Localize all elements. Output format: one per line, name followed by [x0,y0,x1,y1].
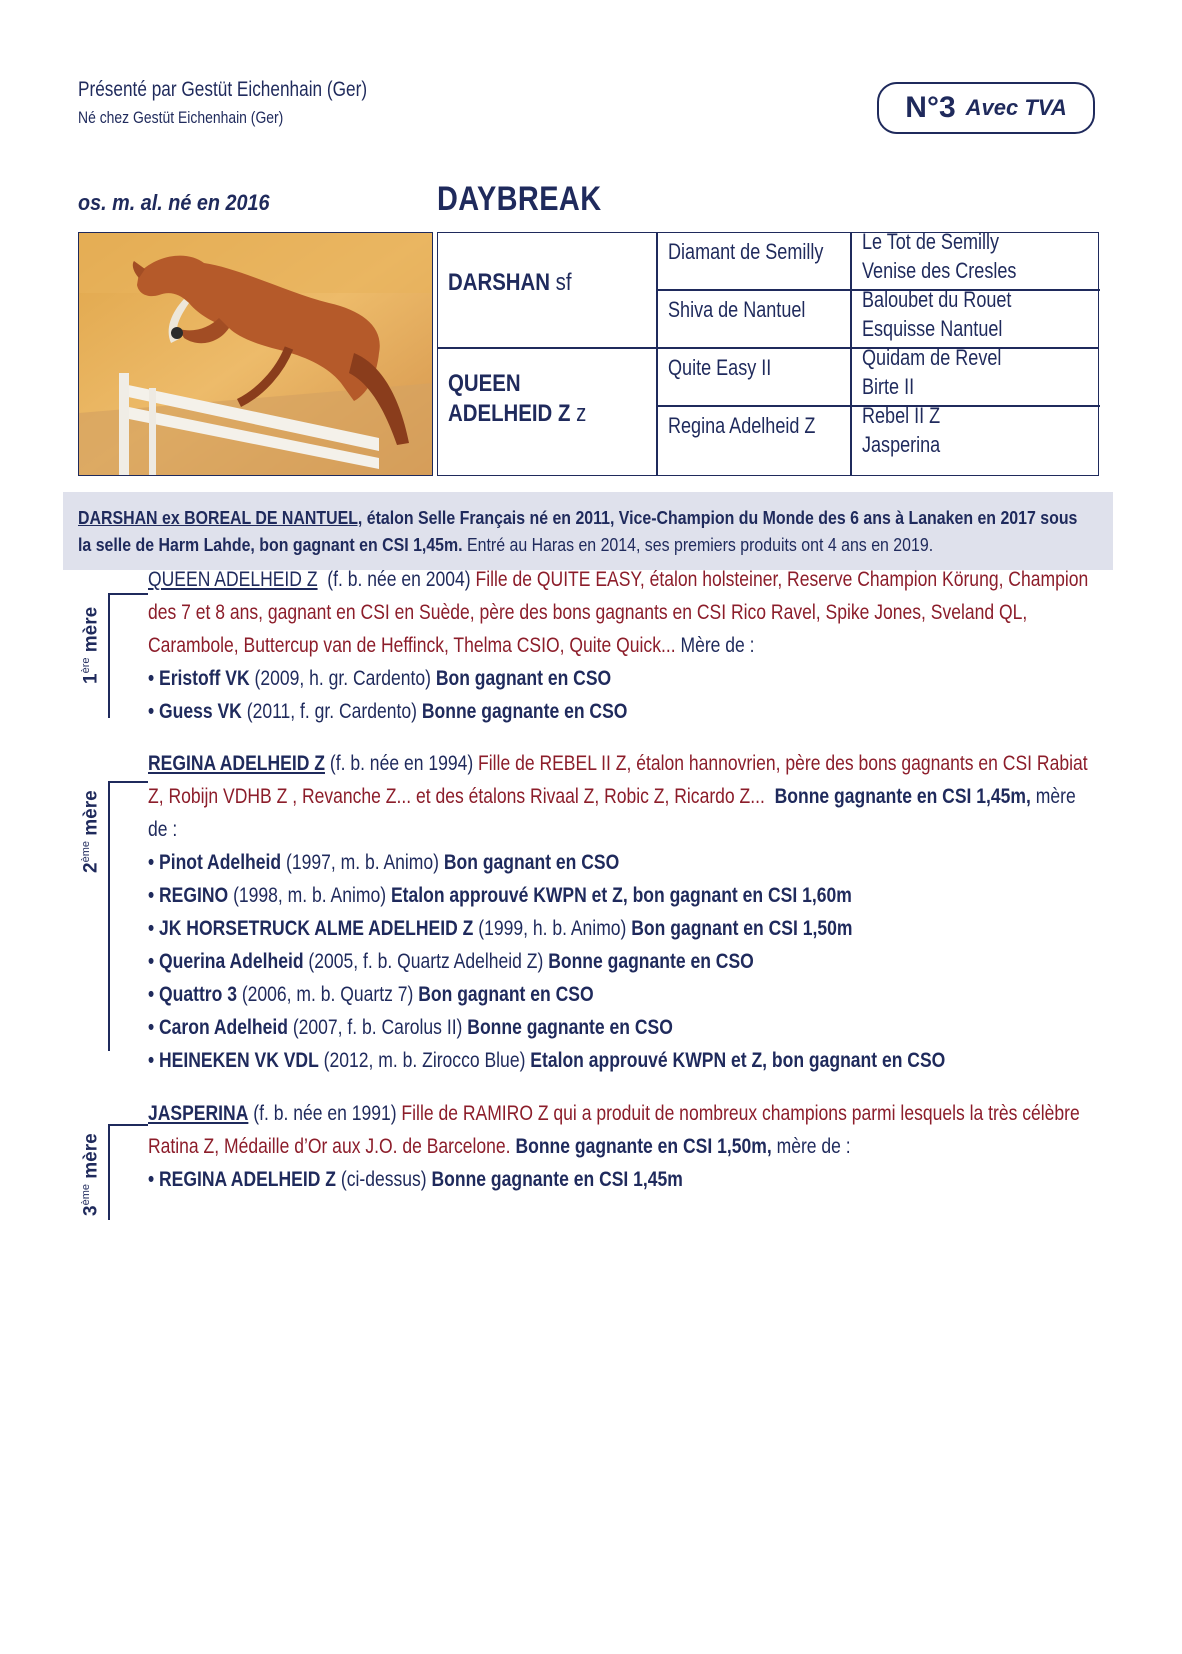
pedigree-sire [448,269,572,297]
list-item: • Eristoff VK (2009, h. gr. Cardento) Bon gagnant en CSO [148,667,612,690]
dam-3-label: 3ème mère [80,1133,102,1216]
gg-name: Esquisse Nantuel [862,316,1003,341]
dam-1-label: 1ère mère [80,606,102,684]
presented-by: Présenté par Gestüt Eichenhain (Ger) [78,78,368,101]
list-item: • Caron Adelheid (2007, f. b. Carolus II) Bonne gagnante en CSO [148,1016,673,1039]
dam-sire-text: Fille de REBEL II Z, étalon hannovrien, père des bons gagnants en CSI Rabiat Z, Robijn VDHB Z , Revanche Z... et des étalons Rivaal Z, Robic Z, Ricardo Z... [148,752,1088,808]
lot-number: N°3 [905,91,956,124]
sire-name: DARSHAN [448,269,550,296]
dam-3-section [148,1097,1100,1196]
pedigree-sire-sire: Diamant de Semilly [668,239,824,264]
pedigree-gg-4 [862,401,940,459]
list-item: • Pinot Adelheid (1997, m. b. Animo) Bon gagnant en CSO [148,851,620,874]
sire-suffix: sf [555,269,572,296]
horse-name: DAYBREAK [437,180,602,218]
gg-name: Le Tot de Semilly [862,229,1000,254]
dam-1-paragraph [148,563,1100,662]
dam-name: REGINA ADELHEID Z [148,752,325,775]
list-item: • Quattro 3 (2006, m. b. Quartz 7) Bon gagnant en CSO [148,983,594,1006]
dam-details: (f. b. née en 2004) [327,568,471,591]
horse-photo [78,232,433,476]
gg-name: Rebel II Z [862,403,941,428]
dam-name: JASPERINA [148,1102,249,1125]
pedigree-gg-1 [862,227,1016,285]
sire-info-normal: Entré au Haras en 2014, ses premiers produits ont 4 ans en 2019. [462,534,934,555]
pedigree-dam [448,369,586,429]
pedigree-dam-dam: Regina Adelheid Z [668,413,816,438]
dam-2-paragraph [148,747,1100,846]
gg-name: Birte II [862,374,915,399]
sire-info-text [78,504,1093,558]
dam-1-section [148,563,1100,728]
dam-tail: mère de : [148,785,1076,841]
pedigree-table [437,229,1099,476]
dam-result: Bonne gagnante en CSI 1,50m, [515,1135,772,1158]
list-item: • JK HORSETRUCK ALME ADELHEID Z (1999, h. b. Animo) Bon gagnant en CSI 1,50m [148,917,853,940]
dam-name: QUEEN ADELHEID Z [148,568,318,591]
dam-sire-text: Fille de QUITE EASY, étalon holsteiner, Reserve Champion Körung, Champion des 7 et 8 ans, gagnant en CSI en Suède, père des bons gagnants en CSI Rico Ravel, Spike Jones, Sveland QL, Carambole, Buttercup van de Heffinck, Thelma CSIO, Quite Quick... [148,568,1089,657]
dam-details: (f. b. née en 1994) [329,752,474,775]
horse-jumping-image [79,233,433,476]
list-item: • HEINEKEN VK VDL (2012, m. b. Zirocco Blue) Etalon approuvé KWPN et Z, bon gagnant en CSO [148,1049,946,1072]
horse-description: os. m. al. né en 2016 [78,190,270,215]
dam-result: Bonne gagnante en CSI 1,45m, [774,785,1031,808]
sire-info-bold: étalon Selle Français né en 2011, Vice-Champion du Monde des 6 ans à Lanaken en 2017 sous la selle de Harm Lahde, bon gagnant en CSI 1,45m. [78,507,1078,555]
dam-tail: mère de : [776,1135,851,1158]
pedigree-gg-2 [862,285,1011,343]
dam-sire-text: Fille de RAMIRO Z qui a produit de nombreux champions parmi lesquels la très célèbre Ratina Z, Médaille d’Or aux J.O. de Barcelone. [148,1102,1080,1158]
pedigree-dam-sire: Quite Easy II [668,355,772,380]
dam-name-line1: QUEEN [448,370,521,397]
lot-badge [877,82,1095,134]
gg-name: Jasperina [862,432,941,457]
pedigree-gg-3 [862,343,1001,401]
sire-info-band [63,492,1113,570]
lot-tva: Avec TVA [965,95,1067,120]
dam-details: (f. b. née en 1991) [253,1102,397,1125]
dam-suffix: z [576,400,587,427]
list-item: • REGINA ADELHEID Z (ci-dessus) Bonne gagnante en CSI 1,45m [148,1168,683,1191]
gg-name: Venise des Cresles [862,258,1017,283]
born-at: Né chez Gestüt Eichenhain (Ger) [78,108,284,127]
list-item: • Querina Adelheid (2005, f. b. Quartz Adelheid Z) Bonne gagnante en CSO [148,950,754,973]
dam-2-label: 2ème mère [80,790,102,873]
list-item: • Guess VK (2011, f. gr. Cardento) Bonne gagnante en CSO [148,700,628,723]
list-item: • REGINO (1998, m. b. Animo) Etalon approuvé KWPN et Z, bon gagnant en CSI 1,60m [148,884,852,907]
pedigree-sire-dam: Shiva de Nantuel [668,297,806,322]
gg-name: Quidam de Revel [862,345,1002,370]
dam-2-section [148,747,1100,1077]
dam-tail: Mère de : [680,634,755,657]
sire-info-name: DARSHAN ex BOREAL DE NANTUEL, [78,507,363,528]
dam-3-paragraph [148,1097,1100,1163]
dam-name-line2: ADELHEID Z [448,400,571,427]
gg-name: Baloubet du Rouet [862,287,1012,312]
